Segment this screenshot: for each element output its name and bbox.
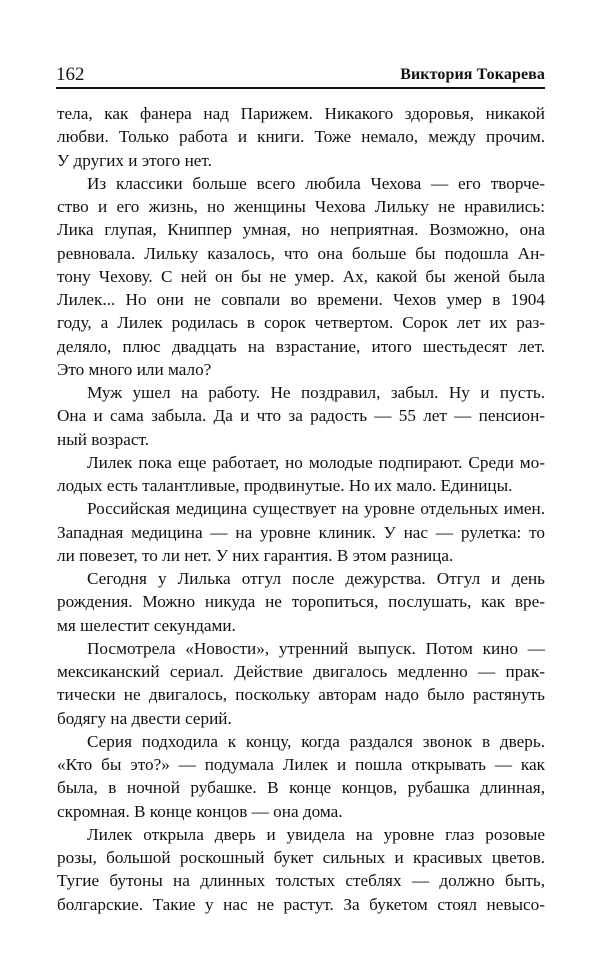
- text-line: Она и сама забыла. Да и что за радость — 55 лет — пенсион-: [57, 406, 545, 426]
- text-line: Сегодня у Лилька отгул после дежурства. Отгул и день: [87, 569, 545, 588]
- text-line: тически не двигалось, поскольку авторам надо было растянуть: [57, 685, 545, 705]
- paragraph: [57, 567, 545, 637]
- text-line: тону Чехову. С ней он бы не умер. Ах, какой бы женой была: [57, 266, 545, 286]
- text-line: Российская медицина существует на уровне отдельных имен.: [87, 499, 545, 519]
- text-line: Лика глупая, Книппер умная, но неприятная. Возможно, она: [57, 220, 545, 240]
- paragraph: [57, 637, 545, 730]
- text-line: мя шелестит секундами.: [57, 615, 236, 635]
- text-line: ли повезет, то ли нет. У них гарантия. В этом разница.: [57, 545, 454, 565]
- text-line: была, в ночной рубашке. В конце концов, рубашка длинная,: [57, 778, 545, 798]
- text-line: ревновала. Лильку казалось, что она больше бы подошла Ан-: [57, 243, 545, 263]
- text-line: Муж ушел на работу. Не поздравил, забыл. Ну и пусть.: [87, 383, 545, 402]
- paragraph: [57, 823, 545, 916]
- text-line: Лилек... Но они не совпали во времени. Чехов умер в 1904: [57, 290, 545, 309]
- running-title-author: Виктория Токарева: [400, 66, 545, 83]
- paragraph: [57, 730, 545, 823]
- paragraph: [57, 451, 545, 498]
- text-line: ный возраст.: [57, 429, 149, 449]
- text-line: Посмотрела «Новости», утренний выпуск. Потом кино —: [87, 638, 545, 658]
- text-line: тела, как фанера над Парижем. Никакого здоровья, никакой: [57, 104, 545, 123]
- text-line: У других и этого нет.: [57, 150, 212, 170]
- text-line: любви. Только работа и книги. Тоже немало, между прочим.: [57, 127, 545, 147]
- page-number: 162: [56, 64, 85, 85]
- text-line: Лилек пока еще работает, но молодые подпирают. Среди мо-: [87, 452, 545, 472]
- text-line: мексиканский сериал. Действие двигалось медленно — прак-: [57, 662, 545, 681]
- text-line: Это много или мало?: [57, 359, 212, 379]
- text-line: году, а Лилек родилась в сорок четвертом. Сорок лет их раз-: [57, 313, 545, 333]
- paragraph: [57, 497, 545, 567]
- text-line: Из классики больше всего любила Чехова — его творче-: [87, 173, 545, 193]
- body-text: [57, 102, 545, 916]
- text-line: деляло, плюс двадцать на взрастание, итого шестьдесят лет.: [57, 336, 545, 356]
- text-line: болгарские. Такие у нас не растут. За букетом стоял невысо-: [57, 894, 545, 914]
- paragraph: [57, 172, 545, 381]
- text-line: Западная медицина — на уровне клиник. У нас — рулетка: то: [57, 522, 545, 542]
- header-rule-divider: [56, 87, 545, 89]
- text-line: лодых есть талантливые, продвинутые. Но их мало. Единицы.: [57, 476, 513, 495]
- text-line: розы, большой роскошный букет сильных и красивых цветов.: [57, 848, 545, 867]
- paragraph: [57, 102, 545, 172]
- text-line: бодягу на двести серий.: [57, 708, 232, 728]
- text-line: Тугие бутоны на длинных толстых стеблях — должно быть,: [57, 871, 545, 891]
- text-line: «Кто бы это?» — подумала Лилек и пошла открывать — как: [57, 755, 545, 774]
- running-head: [56, 60, 545, 86]
- text-line: скромная. В конце концов — она дома.: [57, 801, 343, 821]
- text-line: рождения. Можно никуда не торопиться, послушать, как вре-: [57, 592, 545, 612]
- text-line: ство и его жизнь, но женщины Чехова Лильку не нравились:: [57, 197, 545, 216]
- paragraph: [57, 381, 545, 451]
- text-line: Лилек открыла дверь и увидела на уровне глаз розовые: [87, 824, 545, 844]
- text-line: Серия подходила к концу, когда раздался звонок в дверь.: [87, 731, 545, 751]
